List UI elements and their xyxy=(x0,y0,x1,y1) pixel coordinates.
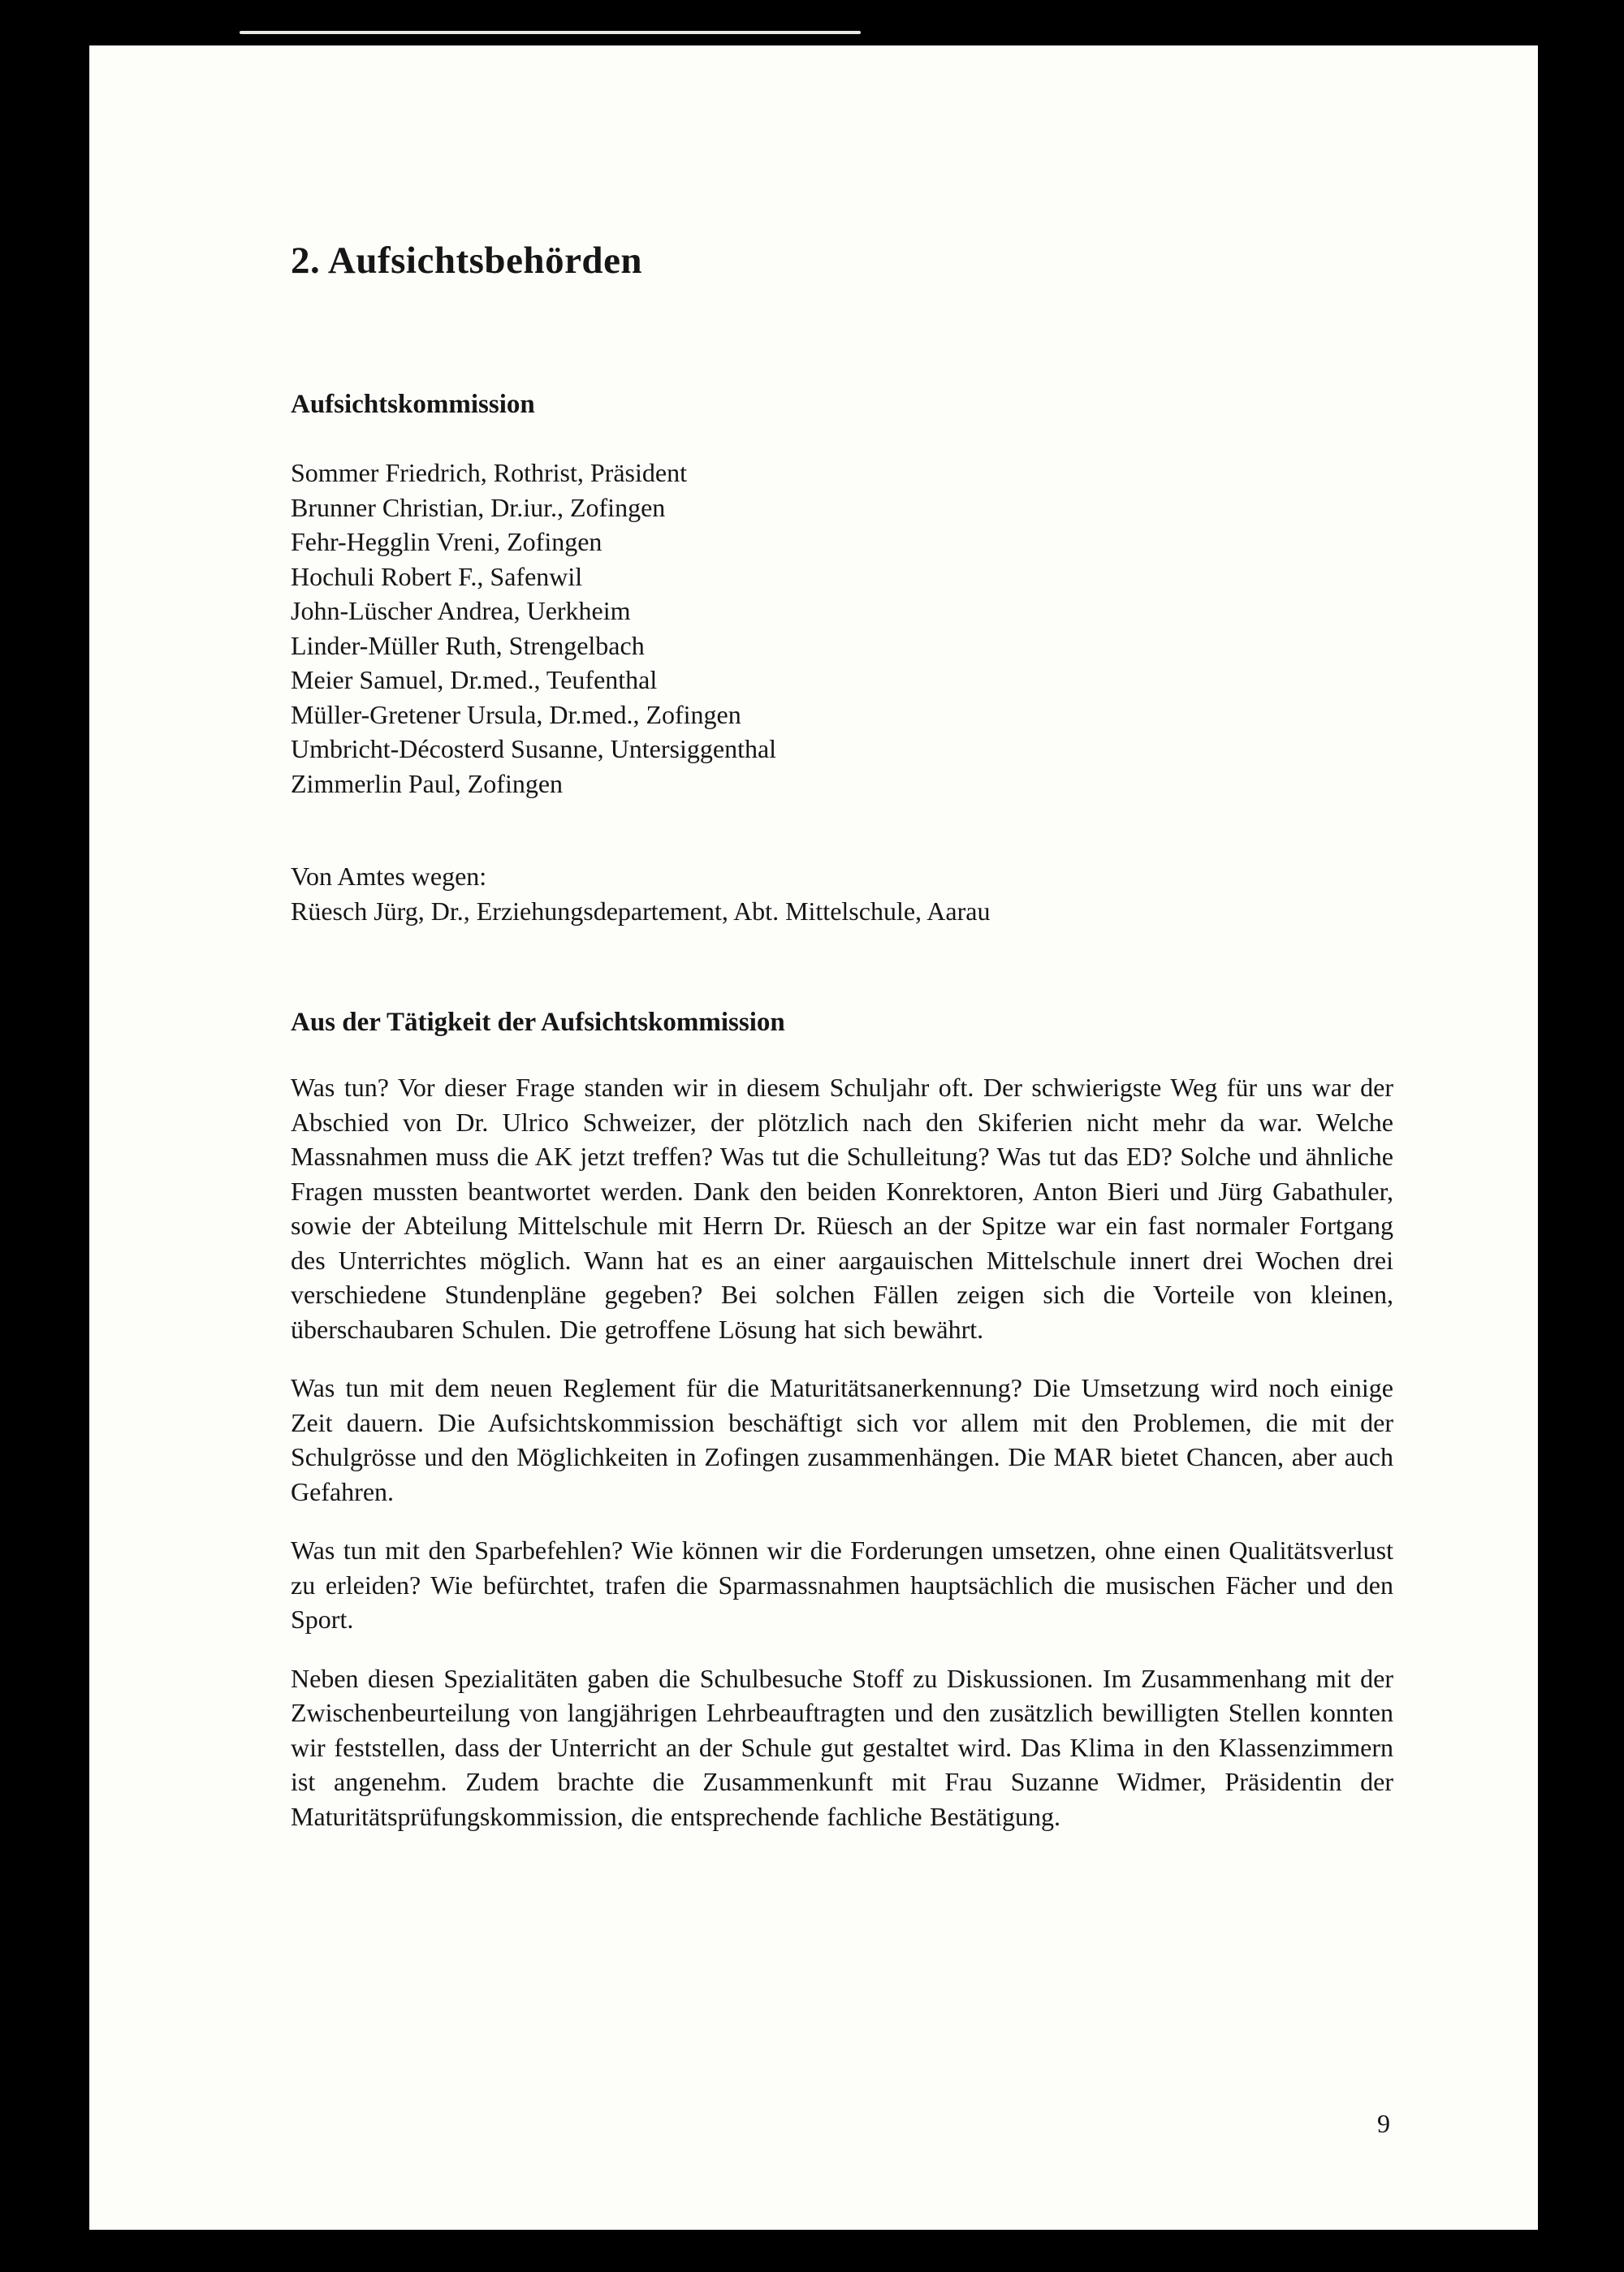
scan-artifact-line xyxy=(240,31,861,34)
ex-officio-label: Von Amtes wegen: xyxy=(291,862,487,891)
activity-paragraph: Was tun? Vor dieser Frage standen wir in diesem Schuljahr oft. Der schwierigste Weg für uns war der Abschied von Dr. Ulrico Schweizer, der plötzlich nach den Skiferien nicht mehr da war. Welche Massnahmen muss die AK jetzt treffen? Was tut die Schulleitung? Was tut das ED? Solche und ähnliche Fragen mussten beantwortet werden. Dank den beiden Konrektoren, Anton Bieri und Jürg Gabathuler, sowie der Abteilung Mittelschule mit Herrn Dr. Rüesch an der Spitze war ein fast normaler Fortgang des Unterrichtes möglich. Wann hat es an einer aargauischen Mittelschule innert drei Wochen drei verschiedene Stundenpläne gegeben? Bei solchen Fällen zeigen sich die Vorteile von kleinen, überschaubaren Schulen. Die getroffene Lösung hat sich bewährt. xyxy=(291,1073,1393,1344)
activity-paragraph: Neben diesen Spezialitäten gaben die Schulbesuche Stoff zu Diskussionen. Im Zusammenhang mit der Zwischenbeurteilung von langjährigen Lehrbeauftragten und den zusätzlich bewilligten Stellen konnten wir feststellen, dass der Unterricht an der Schule gut gestaltet wird. Das Klima in den Klassenzimmern ist angenehm. Zudem brachte die Zusammenkunft mit Frau Suzanne Widmer, Präsidentin der Maturitätsprüfungskommission, die entsprechende fachliche Bestätigung. xyxy=(291,1663,1393,1831)
page-title: 2. Aufsichtsbehörden xyxy=(291,240,643,282)
member-line: Hochuli Robert F., Safenwil xyxy=(291,561,583,591)
member-line: Linder-Müller Ruth, Strengelbach xyxy=(291,630,645,660)
activity-paragraph: Was tun mit dem neuen Reglement für die Maturitätsanerkennung? Die Umsetzung wird noch einige Zeit dauern. Die Aufsichtskommission beschäftigt sich vor allem mit den Problemen, die mit der Schulgrösse und den Möglichkeiten in Zofingen zusammenhängen. Die MAR bietet Chancen, aber auch Gefahren. xyxy=(291,1373,1393,1506)
member-line: Zimmerlin Paul, Zofingen xyxy=(291,768,564,798)
page-content xyxy=(89,45,1538,1834)
ex-officio-member: Rüesch Jürg, Dr., Erziehungsdepartement, Abt. Mittelschule, Aarau xyxy=(291,896,991,926)
member-line: Brunner Christian, Dr.iur., Zofingen xyxy=(291,492,666,522)
member-line: Sommer Friedrich, Rothrist, Präsident xyxy=(291,458,687,487)
document-page xyxy=(89,45,1538,2230)
commission-member-list xyxy=(291,456,1393,801)
member-line: John-Lüscher Andrea, Uerkheim xyxy=(291,596,631,625)
commission-section-title: Aufsichtskommission xyxy=(291,390,535,419)
activity-paragraph: Was tun mit den Sparbefehlen? Wie können wir die Forderungen umsetzen, ohne einen Qualitätsverlust zu erleiden? Wie befürchtet, trafen die Sparmassnahmen hauptsächlich die musischen Fächer und den Sport. xyxy=(291,1536,1393,1634)
ex-officio-block xyxy=(291,859,1393,928)
member-line: Umbricht-Décosterd Susanne, Untersiggenthal xyxy=(291,734,777,763)
member-line: Meier Samuel, Dr.med., Teufenthal xyxy=(291,665,658,694)
activity-section-title: Aus der Tätigkeit der Aufsichtskommission xyxy=(291,1008,785,1037)
page-number: 9 xyxy=(1377,2109,1390,2138)
member-line: Fehr-Hegglin Vreni, Zofingen xyxy=(291,527,603,556)
member-line: Müller-Gretener Ursula, Dr.med., Zofingen xyxy=(291,699,741,729)
